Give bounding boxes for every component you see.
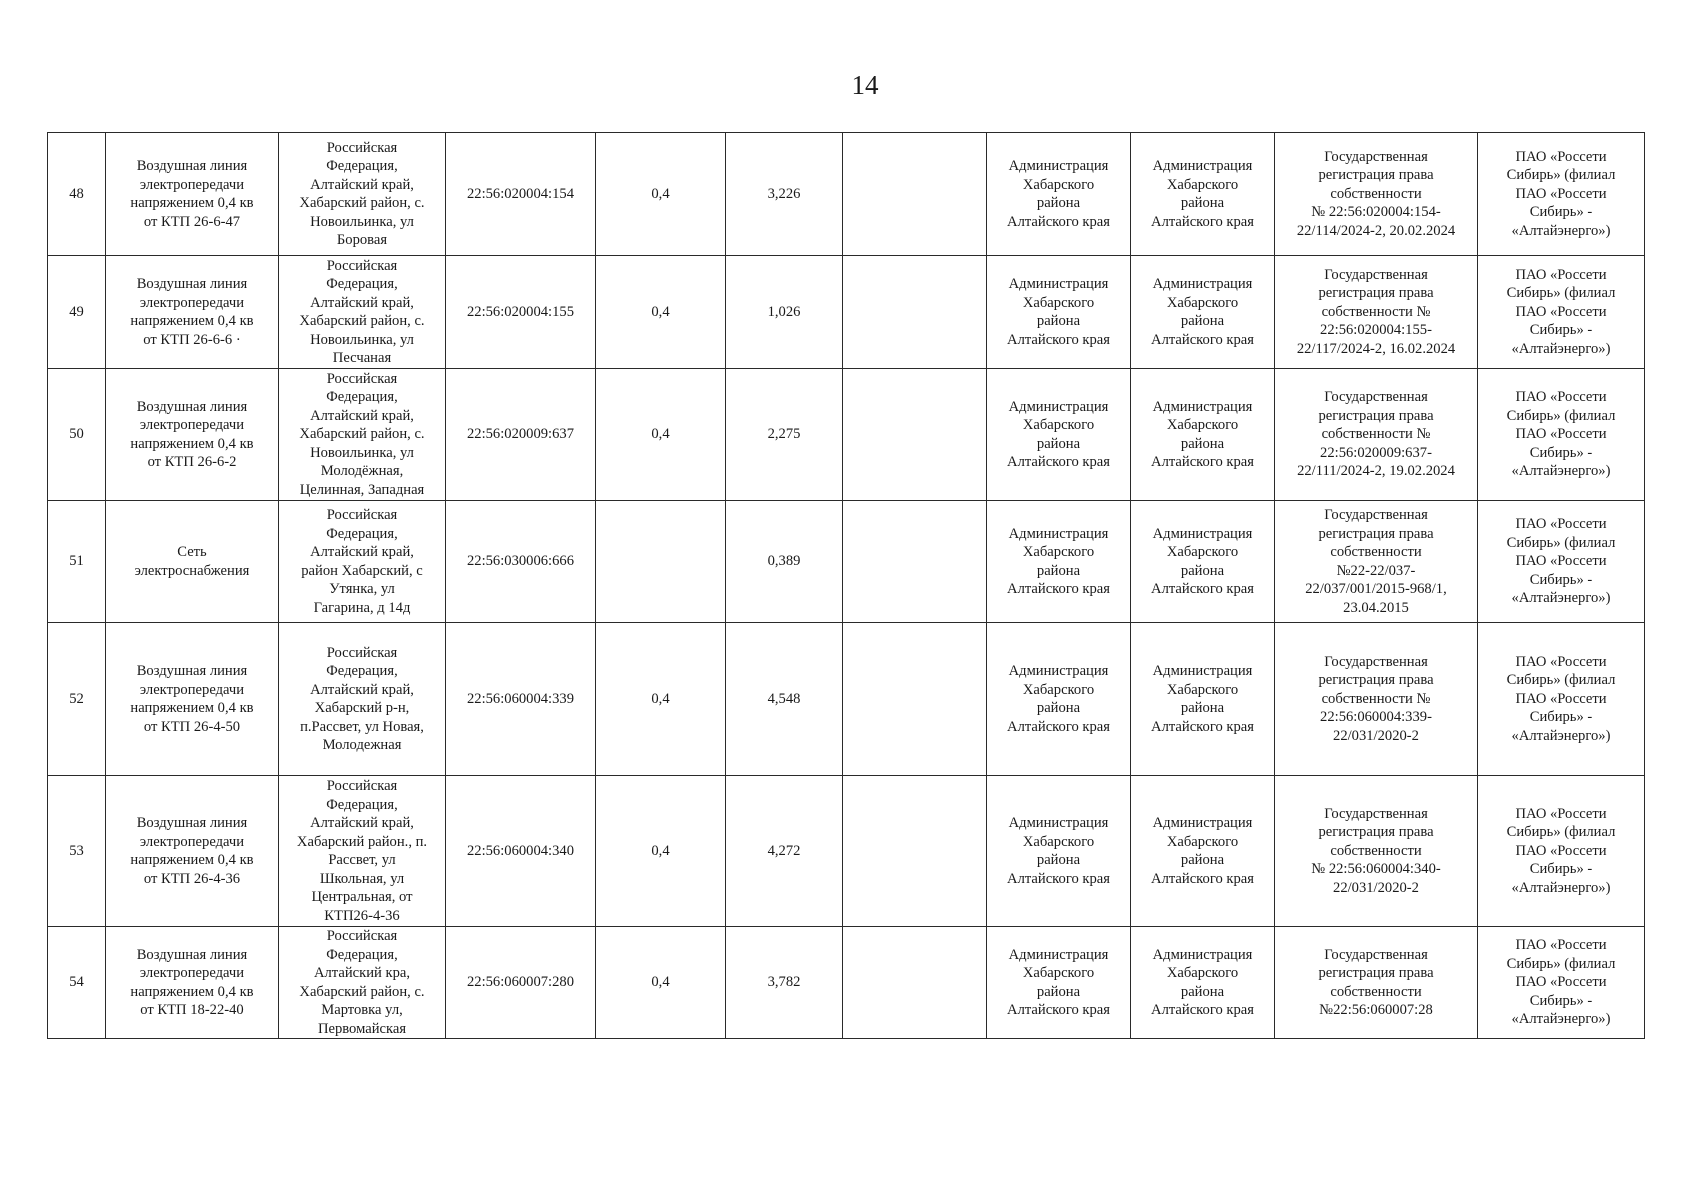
cell-address: Российская Федерация, Алтайский край, Хабарский район, с. Новоильинка, ул Боровая [279,133,446,256]
cell-length: 0,389 [726,501,843,623]
cell-administration: Администрация Хабарского района Алтайского края [987,133,1131,256]
cell-cadastral-number: 22:56:020009:637 [446,369,596,501]
cell-operator: ПАО «Россети Сибирь» (филиал ПАО «Россети Сибирь» - «Алтайэнерго») [1478,256,1645,369]
cell-address: Российская Федерация, Алтайский край, район Хабарский, с Утянка, ул Гагарина, д 14д [279,501,446,623]
cell-object-name: Воздушная линия электропередачи напряжением 0,4 кв от КТП 26-6-2 [106,369,279,501]
cell-operator: ПАО «Россети Сибирь» (филиал ПАО «Россети Сибирь» - «Алтайэнерго») [1478,623,1645,776]
cell-object-name: Воздушная линия электропередачи напряжением 0,4 кв от КТП 18-22-40 [106,927,279,1039]
cell-operator: ПАО «Россети Сибирь» (филиал ПАО «Россети Сибирь» - «Алтайэнерго») [1478,776,1645,927]
cell-owner: Администрация Хабарского района Алтайского края [1131,133,1275,256]
cell-registration: Государственная регистрация права собственности № 22:56:020004:154- 22/114/2024-2, 20.02.2024 [1275,133,1478,256]
cell-address: Российская Федерация, Алтайский край, Хабарский р-н, п.Рассвет, ул Новая, Молодежная [279,623,446,776]
cell-voltage: 0,4 [596,256,726,369]
cell-registration: Государственная регистрация права собственности № 22:56:060004:340- 22/031/2020-2 [1275,776,1478,927]
cell-registration: Государственная регистрация права собственности № 22:56:060004:339- 22/031/2020-2 [1275,623,1478,776]
cell-administration: Администрация Хабарского района Алтайского края [987,927,1131,1039]
cell-length: 2,275 [726,369,843,501]
cell-cadastral-number: 22:56:030006:666 [446,501,596,623]
cell-number: 54 [48,927,106,1039]
cell-owner: Администрация Хабарского района Алтайского края [1131,623,1275,776]
cell-administration: Администрация Хабарского района Алтайского края [987,369,1131,501]
cell-owner: Администрация Хабарского района Алтайского края [1131,256,1275,369]
cell-empty [843,776,987,927]
cell-object-name: Воздушная линия электропередачи напряжением 0,4 кв от КТП 26-6-47 [106,133,279,256]
cell-voltage [596,501,726,623]
cell-cadastral-number: 22:56:060004:339 [446,623,596,776]
page-number: 14 [851,70,879,100]
cell-empty [843,501,987,623]
cell-address: Российская Федерация, Алтайский край, Хабарский район, с. Новоильинка, ул Молодёжная, Целинная, Западная [279,369,446,501]
cell-registration: Государственная регистрация права собственности № 22:56:020004:155- 22/117/2024-2, 16.02.2024 [1275,256,1478,369]
cell-number: 48 [48,133,106,256]
cell-length: 3,782 [726,927,843,1039]
cell-empty [843,133,987,256]
cell-length: 1,026 [726,256,843,369]
cell-address: Российская Федерация, Алтайский край, Хабарский район., п. Рассвет, ул Школьная, ул Центральная, от КТП26-4-36 [279,776,446,927]
table-row [48,256,1645,369]
cell-administration: Администрация Хабарского района Алтайского края [987,501,1131,623]
cell-cadastral-number: 22:56:060004:340 [446,776,596,927]
cell-registration: Государственная регистрация права собственности № 22:56:020009:637- 22/111/2024-2, 19.02.2024 [1275,369,1478,501]
cell-voltage: 0,4 [596,133,726,256]
cell-voltage: 0,4 [596,927,726,1039]
cell-owner: Администрация Хабарского района Алтайского края [1131,369,1275,501]
cell-voltage: 0,4 [596,369,726,501]
cell-operator: ПАО «Россети Сибирь» (филиал ПАО «Россети Сибирь» - «Алтайэнерго») [1478,369,1645,501]
table-row [48,369,1645,501]
property-table [47,132,1645,1039]
cell-cadastral-number: 22:56:060007:280 [446,927,596,1039]
cell-number: 52 [48,623,106,776]
cell-number: 50 [48,369,106,501]
cell-administration: Администрация Хабарского района Алтайского края [987,623,1131,776]
cell-owner: Администрация Хабарского района Алтайского края [1131,501,1275,623]
cell-empty [843,256,987,369]
cell-registration: Государственная регистрация права собственности №22-22/037- 22/037/001/2015-968/1, 23.04.2015 [1275,501,1478,623]
cell-administration: Администрация Хабарского района Алтайского края [987,256,1131,369]
cell-length: 4,548 [726,623,843,776]
cell-object-name: Воздушная линия электропередачи напряжением 0,4 кв от КТП 26-4-50 [106,623,279,776]
cell-empty [843,623,987,776]
cell-owner: Администрация Хабарского района Алтайского края [1131,927,1275,1039]
cell-empty [843,927,987,1039]
cell-voltage: 0,4 [596,776,726,927]
table-row [48,927,1645,1039]
cell-number: 49 [48,256,106,369]
cell-number: 53 [48,776,106,927]
cell-object-name: Воздушная линия электропередачи напряжением 0,4 кв от КТП 26-6-6 · [106,256,279,369]
cell-operator: ПАО «Россети Сибирь» (филиал ПАО «Россети Сибирь» - «Алтайэнерго») [1478,927,1645,1039]
table-row [48,133,1645,256]
cell-address: Российская Федерация, Алтайский кра, Хабарский район, с. Мартовка ул, Первомайская [279,927,446,1039]
table-row [48,501,1645,623]
cell-address: Российская Федерация, Алтайский край, Хабарский район, с. Новоильинка, ул Песчаная [279,256,446,369]
cell-owner: Администрация Хабарского района Алтайского края [1131,776,1275,927]
cell-empty [843,369,987,501]
cell-registration: Государственная регистрация права собственности №22:56:060007:28 [1275,927,1478,1039]
cell-object-name: Сеть электроснабжения [106,501,279,623]
cell-operator: ПАО «Россети Сибирь» (филиал ПАО «Россети Сибирь» - «Алтайэнерго») [1478,133,1645,256]
cell-operator: ПАО «Россети Сибирь» (филиал ПАО «Россети Сибирь» - «Алтайэнерго») [1478,501,1645,623]
cell-length: 3,226 [726,133,843,256]
table-row [48,623,1645,776]
cell-number: 51 [48,501,106,623]
cell-length: 4,272 [726,776,843,927]
cell-cadastral-number: 22:56:020004:154 [446,133,596,256]
table-row [48,776,1645,927]
cell-object-name: Воздушная линия электропередачи напряжением 0,4 кв от КТП 26-4-36 [106,776,279,927]
cell-cadastral-number: 22:56:020004:155 [446,256,596,369]
cell-voltage: 0,4 [596,623,726,776]
cell-administration: Администрация Хабарского района Алтайского края [987,776,1131,927]
